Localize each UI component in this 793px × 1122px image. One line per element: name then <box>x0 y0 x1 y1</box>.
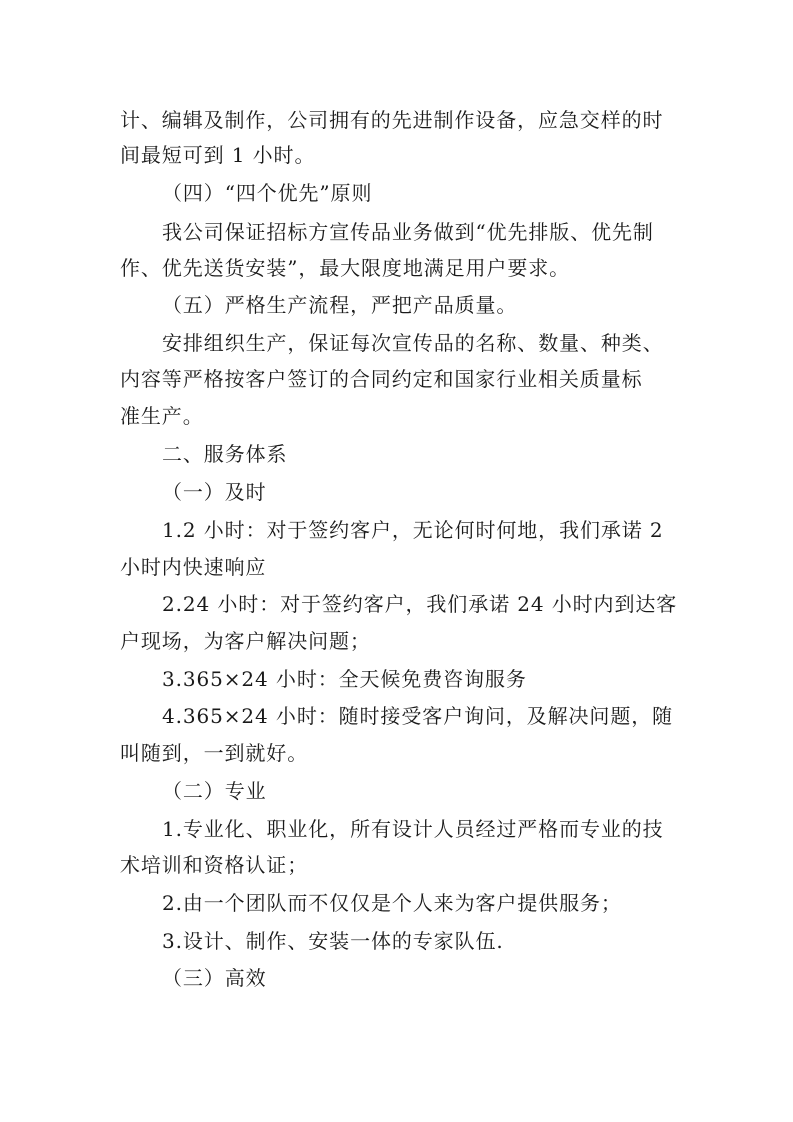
section-heading: （五）严格生产流程，严把产品质量。 <box>162 293 518 317</box>
body-line: 安排组织生产，保证每次宣传品的名称、数量、种类、 <box>162 331 664 355</box>
body-line: 间最短可到 1 小时。 <box>120 143 316 167</box>
list-item: 1.专业化、职业化，所有设计人员经过严格而专业的技 <box>162 817 664 841</box>
list-item-continuation: 户现场，为客户解决问题； <box>120 629 371 653</box>
subsection-heading: （一）及时 <box>162 480 267 504</box>
list-item: 3.365×24 小时：全天候免费咨询服务 <box>162 667 527 691</box>
list-item: 2.24 小时：对于签约客户，我们承诺 24 小时内到达客 <box>162 592 678 616</box>
list-item: 1.2 小时：对于签约客户，无论何时何地，我们承诺 2 <box>162 518 664 542</box>
body-line: 内容等严格按客户签订的合同约定和国家行业相关质量标 <box>120 367 643 391</box>
subsection-heading: （二）专业 <box>162 779 267 803</box>
list-item: 4.365×24 小时：随时接受客户询问，及解决问题，随 <box>162 704 674 728</box>
list-item: 3.设计、制作、安装一体的专家队伍. <box>162 929 504 953</box>
body-line: 准生产。 <box>120 404 204 428</box>
section-heading: （四）“四个优先”原则 <box>162 181 373 205</box>
subsection-heading: （三）高效 <box>162 966 267 990</box>
list-item: 2.由一个团队而不仅仅是个人来为客户提供服务； <box>162 891 622 915</box>
list-item-continuation: 小时内快速响应 <box>120 555 267 579</box>
body-line: 计、编辑及制作，公司拥有的先进制作设备，应急交样的时 <box>120 108 664 132</box>
body-line: 我公司保证招标方宣传品业务做到“优先排版、优先制 <box>162 220 654 244</box>
list-item-continuation: 术培训和资格认证； <box>120 853 309 877</box>
list-item-continuation: 叫随到，一到就好。 <box>120 741 309 765</box>
body-line: 作、优先送货安装”，最大限度地满足用户要求。 <box>120 256 571 280</box>
section-heading: 二、服务体系 <box>162 442 288 466</box>
